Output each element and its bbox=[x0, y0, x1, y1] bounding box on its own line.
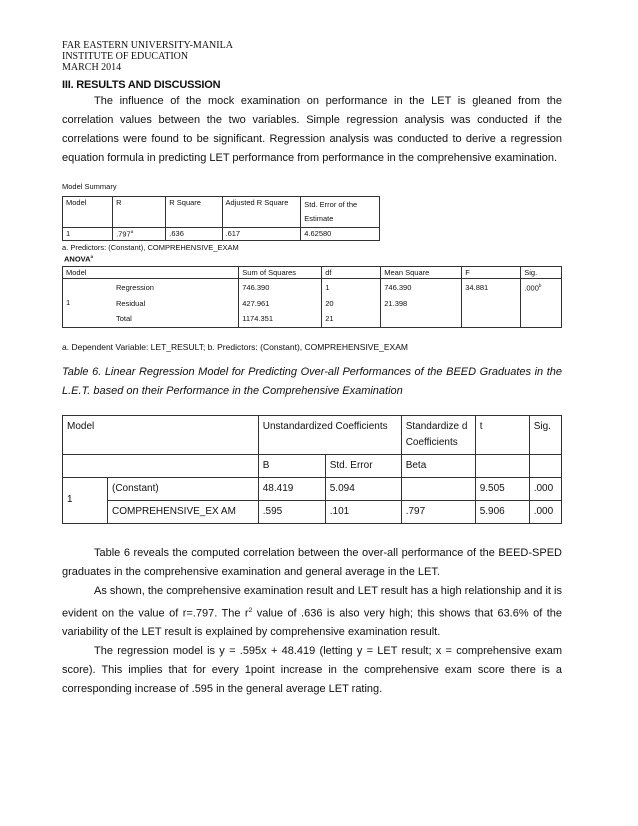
header-cell: Std. Error of the Estimate bbox=[301, 197, 380, 228]
table6-caption: Table 6. Linear Regression Model for Predicting Over-all Performances of the BEED Graduates in the L.E.T. based on their Performance in the Comprehensive Examination bbox=[62, 365, 562, 397]
header-cell: Sum of Squares bbox=[239, 267, 322, 279]
cell-t: 9.505 bbox=[475, 477, 529, 500]
table-header-row bbox=[63, 267, 562, 279]
anova-note: a. Dependent Variable: LET_RESULT; b. Predictors: (Constant), COMPREHENSIVE_EXAM bbox=[62, 341, 408, 352]
header-cell: Mean Square bbox=[381, 267, 462, 279]
header-cell: R Square bbox=[166, 197, 222, 228]
cell-r-square: .636 bbox=[166, 228, 222, 241]
cell-ms: 746.390 bbox=[381, 279, 462, 294]
cell-ss: 1174.351 bbox=[239, 309, 322, 328]
document-page bbox=[62, 40, 562, 699]
cell-label: Total bbox=[113, 309, 239, 328]
regression-table bbox=[62, 415, 562, 524]
table-row bbox=[63, 228, 380, 241]
cell-sig bbox=[521, 309, 562, 328]
cell-std-error: 5.094 bbox=[325, 477, 401, 500]
header-beta: Beta bbox=[401, 454, 475, 477]
cell-df: 20 bbox=[322, 294, 381, 309]
institute-name: INSTITUTE OF EDUCATION bbox=[62, 51, 189, 62]
cell-f bbox=[462, 309, 521, 328]
cell-ss: 746.390 bbox=[239, 279, 322, 294]
header-cell: Model bbox=[63, 197, 113, 228]
cell-std-error: .101 bbox=[325, 500, 401, 523]
cell-sig: .000$^b$ bbox=[521, 279, 562, 294]
table-row bbox=[63, 477, 562, 500]
cell-df: 21 bbox=[322, 309, 381, 328]
header-cell: F bbox=[462, 267, 521, 279]
model-summary-table bbox=[62, 196, 380, 241]
header-cell: Sig. bbox=[521, 267, 562, 279]
empty-cell bbox=[63, 454, 259, 477]
university-name: FAR EASTERN UNIVERSITY-MANILA bbox=[62, 40, 233, 51]
cell-t: 5.906 bbox=[475, 500, 529, 523]
section-title: III. RESULTS AND DISCUSSION bbox=[62, 79, 221, 91]
cell-sig bbox=[521, 294, 562, 309]
cell-label: Regression bbox=[113, 279, 239, 294]
discussion-paragraph-2: As shown, the comprehensive examination result and LET result has a high relationship and it is evident on the value of r=.797. The $r^2$ value of .636 is also very high; this shows that 63.6% of the variability of the LET result is explained by comprehensive examination result. bbox=[62, 584, 562, 639]
cell-b: 48.419 bbox=[258, 477, 325, 500]
header-std-error: Std. Error bbox=[325, 454, 401, 477]
cell-r: .797$^a$ bbox=[113, 228, 166, 241]
cell-ss: 427.961 bbox=[239, 294, 322, 309]
header-model: Model bbox=[63, 415, 259, 454]
header-cell: Model bbox=[63, 267, 239, 279]
header-t: t bbox=[475, 415, 529, 454]
cell-label: COMPREHENSIVE_EX AM bbox=[108, 500, 259, 523]
cell-std-error: 4.62580 bbox=[301, 228, 380, 241]
header-cell: R bbox=[113, 197, 166, 228]
table-row bbox=[63, 279, 562, 294]
table-subheader-row bbox=[63, 454, 562, 477]
cell-beta: .797 bbox=[401, 500, 475, 523]
table-header-row bbox=[63, 197, 380, 228]
table-row bbox=[63, 500, 562, 523]
cell-f: 34.881 bbox=[462, 279, 521, 294]
header-cell: df bbox=[322, 267, 381, 279]
anova-table bbox=[62, 266, 562, 328]
page-header bbox=[62, 40, 562, 73]
discussion-paragraph-1: Table 6 reveals the computed correlation between the over-all performance of the BEED-SPED graduates in the comprehensive examination and general average in the LET. bbox=[62, 546, 562, 578]
header-b: B bbox=[258, 454, 325, 477]
cell-ms: 21.398 bbox=[381, 294, 462, 309]
cell-df: 1 bbox=[322, 279, 381, 294]
model-summary-title: Model Summary bbox=[62, 182, 117, 191]
cell-label: (Constant) bbox=[108, 477, 259, 500]
intro-paragraph: The influence of the mock examination on performance in the LET is gleaned from the correlation values between the two variables. Simple regression analysis was conducted if the correlations were found to be significant. Regression analysis was conducted to derive a regression equation formula in predicting LET performance from performance in the comprehensive examination. bbox=[62, 95, 562, 164]
cell-sig: .000 bbox=[529, 477, 561, 500]
cell-model: 1 bbox=[63, 279, 114, 328]
empty-cell bbox=[475, 454, 529, 477]
header-unstandardized: Unstandardized Coefficients bbox=[258, 415, 401, 454]
cell-model: 1 bbox=[63, 228, 113, 241]
table-row bbox=[63, 294, 562, 309]
header-standardized: Standardize d Coefficients bbox=[401, 415, 475, 454]
empty-cell bbox=[529, 454, 561, 477]
cell-label: Residual bbox=[113, 294, 239, 309]
header-date: MARCH 2014 bbox=[62, 62, 122, 73]
cell-b: .595 bbox=[258, 500, 325, 523]
cell-beta bbox=[401, 477, 475, 500]
anova-title: ANOVA$^a$ bbox=[64, 253, 94, 263]
cell-model: 1 bbox=[63, 477, 108, 523]
cell-adj-r-square: .617 bbox=[222, 228, 301, 241]
header-cell: Adjusted R Square bbox=[222, 197, 301, 228]
cell-f bbox=[462, 294, 521, 309]
cell-sig: .000 bbox=[529, 500, 561, 523]
table-header-row bbox=[63, 415, 562, 454]
table-row bbox=[63, 309, 562, 328]
model-summary-note: a. Predictors: (Constant), COMPREHENSIVE_EXAM bbox=[62, 242, 239, 252]
cell-ms bbox=[381, 309, 462, 328]
discussion-paragraph-3: The regression model is y = .595x + 48.419 (letting y = LET result; x = comprehensive exam score). This implies that for every 1point increase in the comprehensive exam score there is a corresponding increase of .595 in the general average LET rating. bbox=[62, 645, 562, 696]
header-sig: Sig. bbox=[529, 415, 561, 454]
